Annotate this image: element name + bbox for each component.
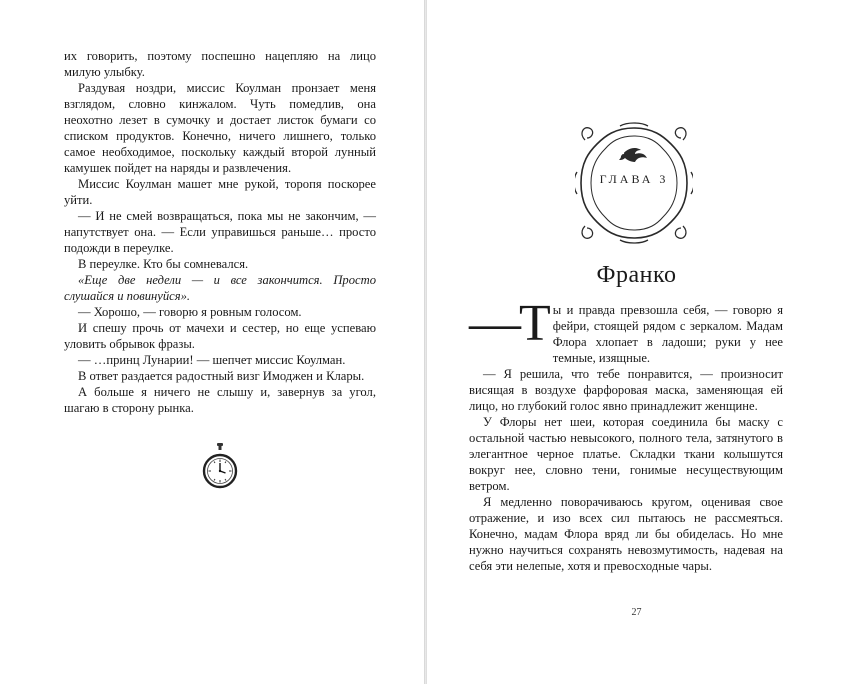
paragraph: — …принц Лунарии! — шепчет миссис Коулман. xyxy=(78,353,346,367)
paragraph: Раздувая ноздри, миссис Коулман пронзает меня взглядом, словно кинжалом. Чуть помедлив, она неохотно лезет в сумочку и достает листок бумаги со списком продуктов. Конечно, ничего лишнего, только самое необходимое, поскольку каждый второй лунный камушек пойдет на наряды и развлечения. xyxy=(64,81,376,175)
paragraph: — Я решила, что тебе понравится, — произносит висящая в воздухе фарфоровая маска, заменяющая ей лицо, но глубокий голос явно принадлежит женщине. xyxy=(469,367,783,413)
paragraph: Миссис Коулман машет мне рукой, торопя поскорее уйти. xyxy=(64,177,376,207)
paragraph: В переулке. Кто бы сомневался. xyxy=(78,257,249,271)
right-page-text xyxy=(469,295,783,574)
paragraph: А больше я ничего не слышу и, завернув за угол, шагаю в сторону рынка. xyxy=(64,385,376,415)
paragraph: — Хорошо, — говорю я ровным голосом. xyxy=(78,305,302,319)
page-number: 27 xyxy=(631,607,642,618)
paragraph: — И не смей возвращаться, пока мы не закончим, — напутствует она. — Если управишься раньше… просто подожди в переулке. xyxy=(64,209,376,255)
thought-paragraph: «Еще две недели — и все закончится. Просто слушайся и повинуйся». xyxy=(64,273,376,303)
left-page-text xyxy=(64,48,376,416)
pocket-watch-icon xyxy=(202,442,238,492)
paragraph: их говорить, поэтому поспешно нацепляю на лицо милую улыбку. xyxy=(64,49,376,79)
opening-paragraph xyxy=(469,295,783,366)
chapter-label: ГЛАВА 3 xyxy=(599,172,669,186)
paragraph: И спешу прочь от мачехи и сестер, но еще успеваю уловить обрывок фразы. xyxy=(64,321,376,351)
paragraph: У Флоры нет шеи, которая соединила бы маску с остальной частью невысокого, полного тела, затянутого в элегантное черное платье. Складки ткани колышутся вокруг нее, словно тени, гонимые несуществующим ветром. xyxy=(469,415,783,493)
drop-cap: —Т xyxy=(469,295,549,352)
chapter-title: Франко xyxy=(596,262,677,288)
chapter-ornament-frame xyxy=(575,122,693,244)
opening-paragraph-text: ы и правда превзошла себя, — говорю я фейри, стоящей рядом с зеркалом. Мадам Флора хлопает в ладоши; руки у нее темные, изящные. xyxy=(552,303,783,365)
right-page xyxy=(427,0,846,684)
paragraph: Я медленно поворачиваюсь кругом, оценивая свое отражение, и изо всех сил пытаюсь не рассмеяться. Конечно, мадам Флора вряд ли бы обиделась. Но мне нужно научиться сохранять невозмутимость, надевая на себя эти нелепые, хотя и превосходные чары. xyxy=(469,495,783,573)
paragraph: В ответ раздается радостный визг Имоджен и Клары. xyxy=(78,369,365,383)
